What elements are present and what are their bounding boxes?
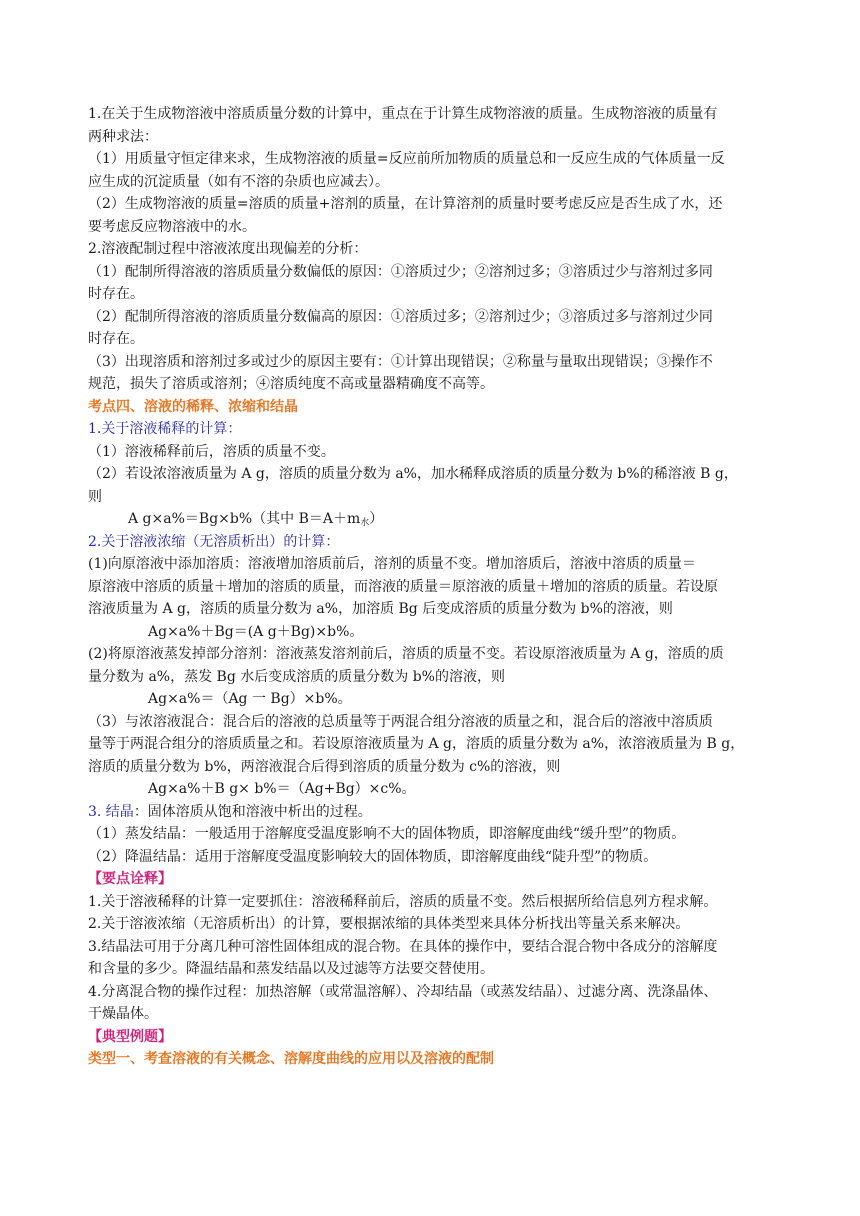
section-heading: 【要点诠释】: [88, 871, 172, 887]
inline-heading: 3. 结晶: [88, 803, 134, 820]
text-line: 时存在。: [88, 286, 144, 302]
text-line: （1）蒸发结晶：一般适用于溶解度受温度影响不大的固体物质，即溶解度曲线“缓升型”的物质。: [88, 826, 686, 842]
text-line: (1)向原溶液中添加溶质：溶液增加溶质前后，溶剂的质量不变。增加溶质后，溶液中溶质的质量＝: [88, 556, 696, 572]
inline-text: ：固体溶质从饱和溶液中析出的过程。: [133, 803, 372, 820]
text-line: [88, 801, 778, 824]
text-line: 两种求法：: [88, 128, 158, 145]
text-line: 量分数为 a%，蒸发 Bg 水后变成溶质的质量分数为 b%的溶液，则: [88, 668, 505, 685]
text-line: 3.结晶法可用于分离几种可溶性固体组成的混合物。在具体的操作中，要结合混合物中各成分的溶解度: [88, 938, 718, 955]
formula-line: [88, 508, 778, 531]
text-line: 2.溶液配制过程中溶液浓度出现偏差的分析：: [88, 241, 368, 257]
text-line: 则: [88, 488, 102, 505]
text-line: （2）配制所得溶液的溶质质量分数偏高的原因：①溶质过多；②溶剂过少；③溶质过多与溶剂过少同: [88, 308, 713, 325]
formula-line: Ag×a%＋Bg＝(A g＋Bg)×b%。: [148, 623, 364, 640]
text-line: 要考虑反应物溶液中的水。: [88, 218, 256, 235]
text-line: （2）若设浓溶液质量为 A g，溶质的质量分数为 a%，加水稀释成溶质的质量分数为 b%的稀溶液 B g，: [88, 466, 738, 482]
text-line: 规范，损失了溶质或溶剂；④溶质纯度不高或量器精确度不高等。: [88, 376, 494, 392]
text-line: （1）用质量守恒定律来求，生成物溶液的质量=反应前所加物质的质量总和一反应生成的气体质量一反: [88, 151, 725, 167]
formula-text: A g×a%＝Bg×b%（其中 B＝A＋m: [128, 511, 361, 527]
text-line: 应生成的沉淀质量（如有不溶的杂质也应减去）。: [88, 173, 389, 190]
text-line: 4.分离混合物的操作过程：加热溶解（或常温溶解）、冷却结晶（或蒸发结晶）、过滤分离、洗涤晶体、: [88, 983, 718, 1000]
text-line: （2）生成物溶液的质量=溶质的质量+溶剂的质量，在计算溶剂的质量时要考虑反应是否生成了水，还: [88, 196, 723, 212]
text-line: 溶液质量为 A g，溶质的质量分数为 a%，加溶质 Bg 后变成溶质的质量分数为 b%的溶液，则: [88, 601, 673, 617]
formula-tail: ）: [369, 511, 384, 527]
text-line: （2）降温结晶：适用于溶解度受温度影响较大的固体物质，即溶解度曲线“陡升型”的物质。: [88, 848, 658, 865]
section-heading: 类型一、考查溶液的有关概念、溶解度曲线的应用以及溶液的配制: [88, 1051, 494, 1067]
text-line: (2)将原溶液蒸发掉部分溶剂：溶液蒸发溶剂前后，溶质的质量不变。若设原溶液质量为 A g，溶质的质: [88, 646, 724, 662]
text-line: 干燥晶体。: [88, 1006, 158, 1022]
text-line: 溶质的质量分数为 b%，两溶液混合后得到溶质的质量分数为 c%的溶液，则: [88, 758, 561, 775]
text-line: （3）出现溶质和溶剂过多或过少的原因主要有：①计算出现错误；②称量与量取出现错误；③操作不: [88, 353, 713, 370]
document-body: [88, 103, 778, 1071]
text-line: （3）与浓溶液混合：混合后的溶液的总质量等于两混合组分溶液的质量之和，混合后的溶液中溶质质: [88, 713, 713, 730]
formula-line: Ag×a%＋B g× b%＝（Ag+Bg）×c%。: [148, 781, 416, 797]
text-line: 时存在。: [88, 331, 144, 347]
formula-line: Ag×a%＝（Ag 一 Bg）×b%。: [148, 691, 352, 707]
text-line: 2.关于溶液浓缩（无溶质析出）的计算，要根据浓缩的具体类型来具体分析找出等量关系来解决。: [88, 916, 690, 932]
text-line: 原溶液中溶质的质量＋增加的溶质的质量，而溶液的质量＝原溶液的质量＋增加的溶质的质量。若设原: [88, 578, 718, 595]
formula-subscript: 水: [360, 518, 370, 528]
text-line: （1）溶液稀释前后，溶质的质量不变。: [88, 443, 335, 460]
section-heading: 【典型例题】: [88, 1028, 172, 1045]
text-line: 1.关于溶液稀释的计算一定要抓住：溶液稀释前后，溶质的质量不变。然后根据所给信息列方程求解。: [88, 893, 718, 910]
section-heading: 考点四、溶液的稀释、浓缩和结晶: [88, 398, 298, 415]
text-line: 1.在关于生成物溶液中溶质质量分数的计算中，重点在于计算生成物溶液的质量。生成物溶液的质量有: [88, 106, 718, 122]
subsection-heading: 2.关于溶液浓缩（无溶质析出）的计算：: [88, 533, 340, 550]
text-line: （1）配制所得溶液的溶质质量分数偏低的原因：①溶质过少；②溶剂过多；③溶质过少与溶剂过多同: [88, 263, 713, 280]
text-line: 量等于两混合组分的溶质质量之和。若设原溶液质量为 A g，溶质的质量分数为 a%，浓溶液质量为 B g，: [88, 736, 745, 752]
subsection-heading: 1.关于溶液稀释的计算：: [88, 421, 242, 437]
text-line: 和含量的多少。降温结晶和蒸发结晶以及过滤等方法要交替使用。: [88, 961, 494, 977]
